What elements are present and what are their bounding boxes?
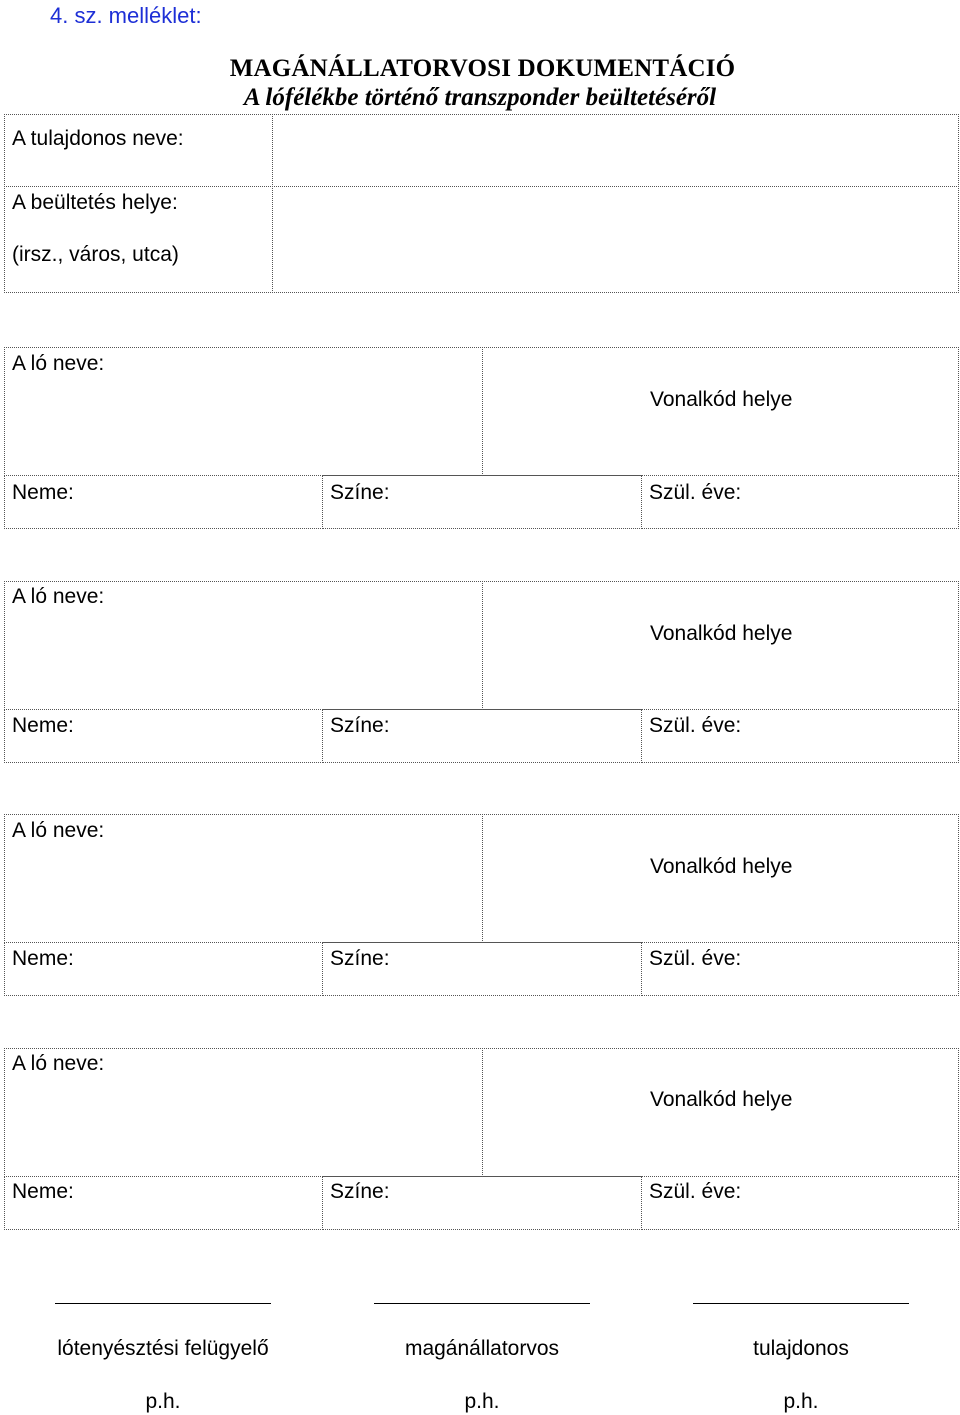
horse-name-label: A ló neve: <box>12 1052 105 1075</box>
stamp-label: p.h. <box>145 1390 181 1413</box>
signature-line[interactable] <box>374 1303 590 1304</box>
signature-line[interactable] <box>55 1303 271 1304</box>
document-subtitle: A lófélékbe történő transzponder beültetéséről <box>243 84 717 111</box>
horse-name-label: A ló neve: <box>12 585 105 608</box>
owner-name-label: A tulajdonos neve: <box>12 127 184 150</box>
color-label: Színe: <box>330 481 390 504</box>
barcode-field[interactable] <box>482 1048 959 1177</box>
birth-year-label: Szül. éve: <box>649 1180 742 1203</box>
stamp-label: p.h. <box>464 1390 500 1413</box>
color-label: Színe: <box>330 947 390 970</box>
birth-year-label: Szül. éve: <box>649 481 742 504</box>
signature-role: tulajdonos <box>753 1337 849 1360</box>
barcode-label: Vonalkód helye <box>650 855 793 878</box>
sex-label: Neme: <box>12 714 74 737</box>
document-title: MAGÁNÁLLATORVOSI DOKUMENTÁCIÓ <box>229 55 736 82</box>
signature-role: lótenyésztési felügyelő <box>57 1337 269 1360</box>
horse-name-label: A ló neve: <box>12 352 105 375</box>
birth-year-label: Szül. éve: <box>649 947 742 970</box>
barcode-label: Vonalkód helye <box>650 1088 793 1111</box>
implant-place-label: A beültetés helye: <box>12 191 178 214</box>
horse-name-label: A ló neve: <box>12 819 105 842</box>
birth-year-label: Szül. éve: <box>649 714 742 737</box>
stamp-label: p.h. <box>783 1390 819 1413</box>
sex-label: Neme: <box>12 1180 74 1203</box>
implant-place-hint: (irsz., város, utca) <box>12 243 179 266</box>
color-label: Színe: <box>330 714 390 737</box>
signature-line[interactable] <box>693 1303 909 1304</box>
location-field[interactable] <box>272 186 959 293</box>
barcode-label: Vonalkód helye <box>650 388 793 411</box>
owner-name-field[interactable] <box>272 114 959 187</box>
annex-label: 4. sz. melléklet: <box>50 3 202 28</box>
color-label: Színe: <box>330 1180 390 1203</box>
barcode-label: Vonalkód helye <box>650 622 793 645</box>
sex-label: Neme: <box>12 947 74 970</box>
sex-label: Neme: <box>12 481 74 504</box>
signature-role: magánállatorvos <box>404 1337 560 1360</box>
